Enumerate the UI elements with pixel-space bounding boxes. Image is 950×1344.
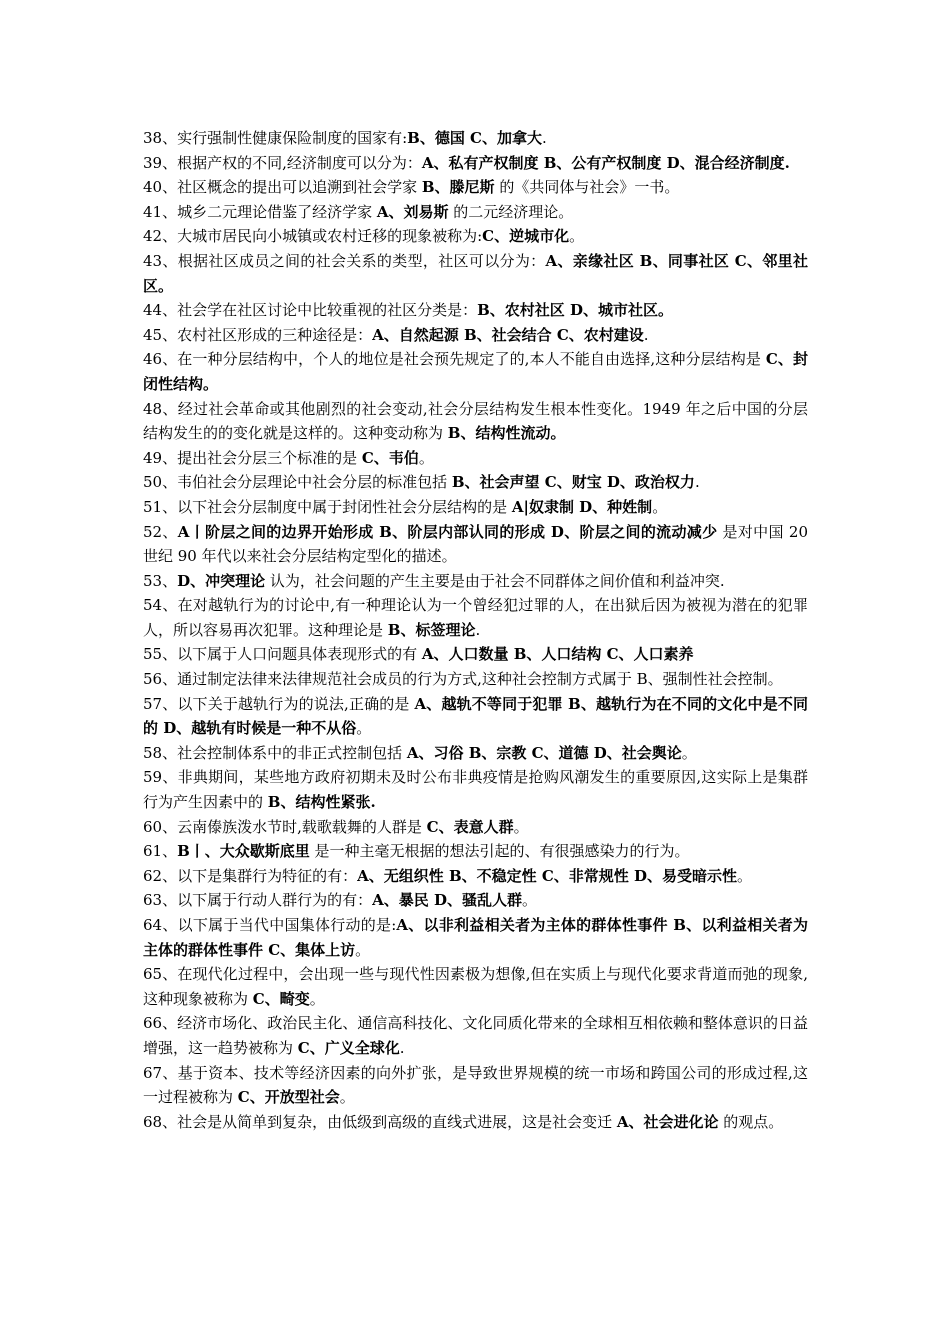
question-text: 52、 xyxy=(143,522,178,541)
question-text: 。 xyxy=(418,448,434,467)
question-text: 。 xyxy=(513,817,529,836)
question-item-54 xyxy=(143,593,808,642)
answer-text: C、广义全球化 xyxy=(297,1038,400,1057)
question-text: 是一种主毫无根据的想法引起的、有很强感染力的行为。 xyxy=(309,842,690,861)
question-item-44 xyxy=(143,298,808,323)
question-text: 58、社会控制体系中的非正式控制包括 xyxy=(143,743,407,762)
question-item-40 xyxy=(143,175,808,200)
question-text: 41、城乡二元理论借鉴了经济学家 xyxy=(143,202,377,221)
question-item-63 xyxy=(143,888,808,913)
question-item-49 xyxy=(143,446,808,471)
answer-text: C、开放型社会 xyxy=(237,1088,340,1107)
question-text: 64、以下属于当代中国集体行动的是: xyxy=(143,916,397,934)
answer-text: B、标签理论 xyxy=(387,620,476,639)
question-text: 40、社区概念的提出可以追溯到社会学家 xyxy=(143,178,422,197)
question-text: 。 xyxy=(339,1088,355,1107)
question-item-52 xyxy=(143,520,808,569)
question-text: 55、以下属于人口问题具体表现形式的有 xyxy=(143,645,422,664)
question-item-45 xyxy=(143,323,808,348)
question-text: 63、以下属于行动人群行为的有： xyxy=(143,891,373,910)
question-text: 的观点。 xyxy=(718,1112,784,1131)
answer-text: B、农村社区 D、城市社区。 xyxy=(477,301,674,320)
answer-text: A、私有产权制度 B、公有产权制度 D、混合经济制度. xyxy=(421,153,790,172)
question-item-57 xyxy=(143,692,808,741)
question-item-56 xyxy=(143,667,808,692)
question-item-67 xyxy=(143,1061,808,1110)
question-item-46 xyxy=(143,347,808,396)
question-text: 44、社会学在社区讨论中比较重视的社区分类是： xyxy=(143,301,478,320)
question-text: 46、在一种分层结构中，个人的地位是社会预先规定了的,本人不能自由选择,这种分层结构是 xyxy=(143,350,766,369)
question-text: . xyxy=(643,325,649,344)
answer-text: A、人口数量 B、人口结构 C、人口素养 xyxy=(421,645,694,664)
question-text: 50、韦伯社会分层理论中社会分层的标准包括 xyxy=(143,473,452,492)
question-text: 54、在对越轨行为的讨论中,有一种理论认为一个曾经犯过罪的人，在出狱后因为被视为潜在的犯罪人，所以容易再次犯罪。这种理论是 xyxy=(143,596,808,639)
question-text: 的二元经济理论。 xyxy=(448,202,574,221)
answer-text: A丨阶层之间的边界开始形成 B、阶层内部认同的形成 D、阶层之间的流动减少 xyxy=(177,522,718,541)
question-text: . xyxy=(694,473,700,492)
answer-text: C、畸变 xyxy=(252,989,310,1008)
answer-text: C、封闭性结构。 xyxy=(143,350,808,393)
answer-text: B、社会声望 C、财宝 D、政治权力 xyxy=(451,473,695,492)
question-text: 。 xyxy=(356,719,372,738)
question-item-59 xyxy=(143,765,808,814)
question-item-62 xyxy=(143,864,808,889)
question-text: 。 xyxy=(355,940,371,959)
question-item-64 xyxy=(143,913,808,962)
answer-text: A、暴民 D、骚乱人群 xyxy=(372,891,522,910)
question-text: 60、云南傣族泼水节时,载歌载舞的人群是 xyxy=(143,817,427,836)
question-text: . xyxy=(542,129,547,147)
answer-text: B、结构性紧张. xyxy=(267,793,376,812)
question-text: 。 xyxy=(309,989,325,1008)
question-text: 66、经济市场化、政治民主化、通信高科技化、文化同质化带来的全球相互相依赖和整体意识的日益增强，这一趋势被称为 xyxy=(143,1014,808,1057)
answer-text: A、无组织性 B、不稳定性 C、非常规性 D、易受暗示性 xyxy=(357,866,738,885)
question-text: 的《共同体与社会》一书。 xyxy=(494,178,680,197)
question-text: 49、提出社会分层三个标准的是 xyxy=(143,448,362,467)
question-item-53 xyxy=(143,569,808,594)
question-text: 38、实行强制性健康保险制度的国家有: xyxy=(143,129,408,147)
question-text: 42、大城市居民向小城镇或农村迁移的现象被称为: xyxy=(143,227,483,246)
question-item-61 xyxy=(143,839,808,864)
answer-text: B、滕尼斯 xyxy=(421,178,495,197)
question-text: 。 xyxy=(681,743,697,762)
question-text: 59、非典期间，某些地方政府初期未及时公布非典疫情是抢购风潮发生的重要原因,这实际上是集群行为产生因素中的 xyxy=(143,768,808,812)
question-text: 56、通过制定法律来法律规范社会成员的行为方式,这种社会控制方式属于 B、强制性社会控制。 xyxy=(143,670,783,689)
question-item-39 xyxy=(143,151,808,176)
question-item-55 xyxy=(143,642,808,667)
answer-text: D、冲突理论 xyxy=(177,571,266,590)
question-text: 48、经过社会革命或其他剧烈的社会变动,社会分层结构发生根本性变化。1949 年之后中国的分层结构发生的的变化就是这样的。这种变动称为 xyxy=(143,399,808,443)
question-text: 57、以下关于越轨行为的说法,正确的是 xyxy=(143,694,415,713)
question-text: 认为，社会问题的产生主要是由于社会不同群体之间价值和利益冲突. xyxy=(265,571,725,590)
question-text: 67、基于资本、技术等经济因素的向外扩张，是导致世界规模的统一市场和跨国公司的形成过程,这一过程被称为 xyxy=(143,1063,808,1107)
answer-text: A、习俗 B、宗教 C、道德 D、社会舆论 xyxy=(406,743,682,762)
answer-text: B丨、大众歇斯底里 xyxy=(177,842,310,861)
question-item-41 xyxy=(143,200,808,225)
question-item-65 xyxy=(143,962,808,1011)
answer-text: C、韦伯 xyxy=(361,448,419,467)
question-text: 。 xyxy=(737,866,753,885)
question-text: 。 xyxy=(569,227,585,246)
question-text: 。 xyxy=(521,891,537,910)
answer-text: C、逆城市化 xyxy=(482,227,570,246)
question-text: 68、社会是从简单到复杂，由低级到高级的直线式进展，这是社会变迁 xyxy=(143,1112,617,1131)
question-text: 53、 xyxy=(143,571,178,590)
question-item-48 xyxy=(143,397,808,446)
question-item-68 xyxy=(143,1110,808,1135)
question-item-58 xyxy=(143,741,808,766)
question-item-51 xyxy=(143,495,808,520)
question-text: 61、 xyxy=(143,842,178,861)
question-text: . xyxy=(399,1038,405,1057)
question-text: 45、农村社区形成的三种途径是： xyxy=(143,325,373,344)
answer-text: A、以非利益相关者为主体的群体性事件 B、以利益相关者为主体的群体性事件 C、集体上访 xyxy=(143,916,808,959)
question-text: . xyxy=(475,620,481,639)
answer-text: A、自然起源 B、社会结合 C、农村建设 xyxy=(372,325,644,344)
question-list xyxy=(143,126,808,1134)
answer-text: A、刘易斯 xyxy=(376,202,449,221)
question-item-38 xyxy=(143,126,808,151)
question-item-66 xyxy=(143,1011,808,1060)
answer-text: A|奴隶制 D、种姓制 xyxy=(511,497,653,516)
question-item-50 xyxy=(143,470,808,495)
question-item-43 xyxy=(143,249,808,298)
answer-text: A、亲缘社区 B、同事社区 C、邻里社区。 xyxy=(143,251,808,295)
question-text: 62、以下是集群行为特征的有： xyxy=(143,866,358,885)
question-text: 39、根据产权的不同,经济制度可以分为： xyxy=(143,153,422,172)
answer-text: A、越轨不等同于犯罪 B、越轨行为在不同的文化中是不同的 D、越轨有时候是一种不从俗 xyxy=(143,694,809,738)
answer-text: B、结构性流动。 xyxy=(447,424,566,443)
answer-text: C、表意人群 xyxy=(426,817,514,836)
question-text: 65、在现代化过程中，会出现一些与现代性因素极为想像,但在实质上与现代化要求背道而弛的现象,这种现象被称为 xyxy=(143,965,808,1008)
answer-text: A、社会进化论 xyxy=(616,1112,719,1131)
question-item-42 xyxy=(143,224,808,249)
question-text: 51、以下社会分层制度中属于封闭性社会分层结构的是 xyxy=(143,497,512,516)
question-text: 是对中国 20 世纪 90 年代以来社会分层结构定型化的描述。 xyxy=(143,522,808,566)
question-text: 。 xyxy=(652,497,668,516)
question-text: 43、根据社区成员之间的社会关系的类型，社区可以分为： xyxy=(143,251,546,270)
answer-text: B、德国 C、加拿大 xyxy=(407,129,542,147)
question-item-60 xyxy=(143,815,808,840)
